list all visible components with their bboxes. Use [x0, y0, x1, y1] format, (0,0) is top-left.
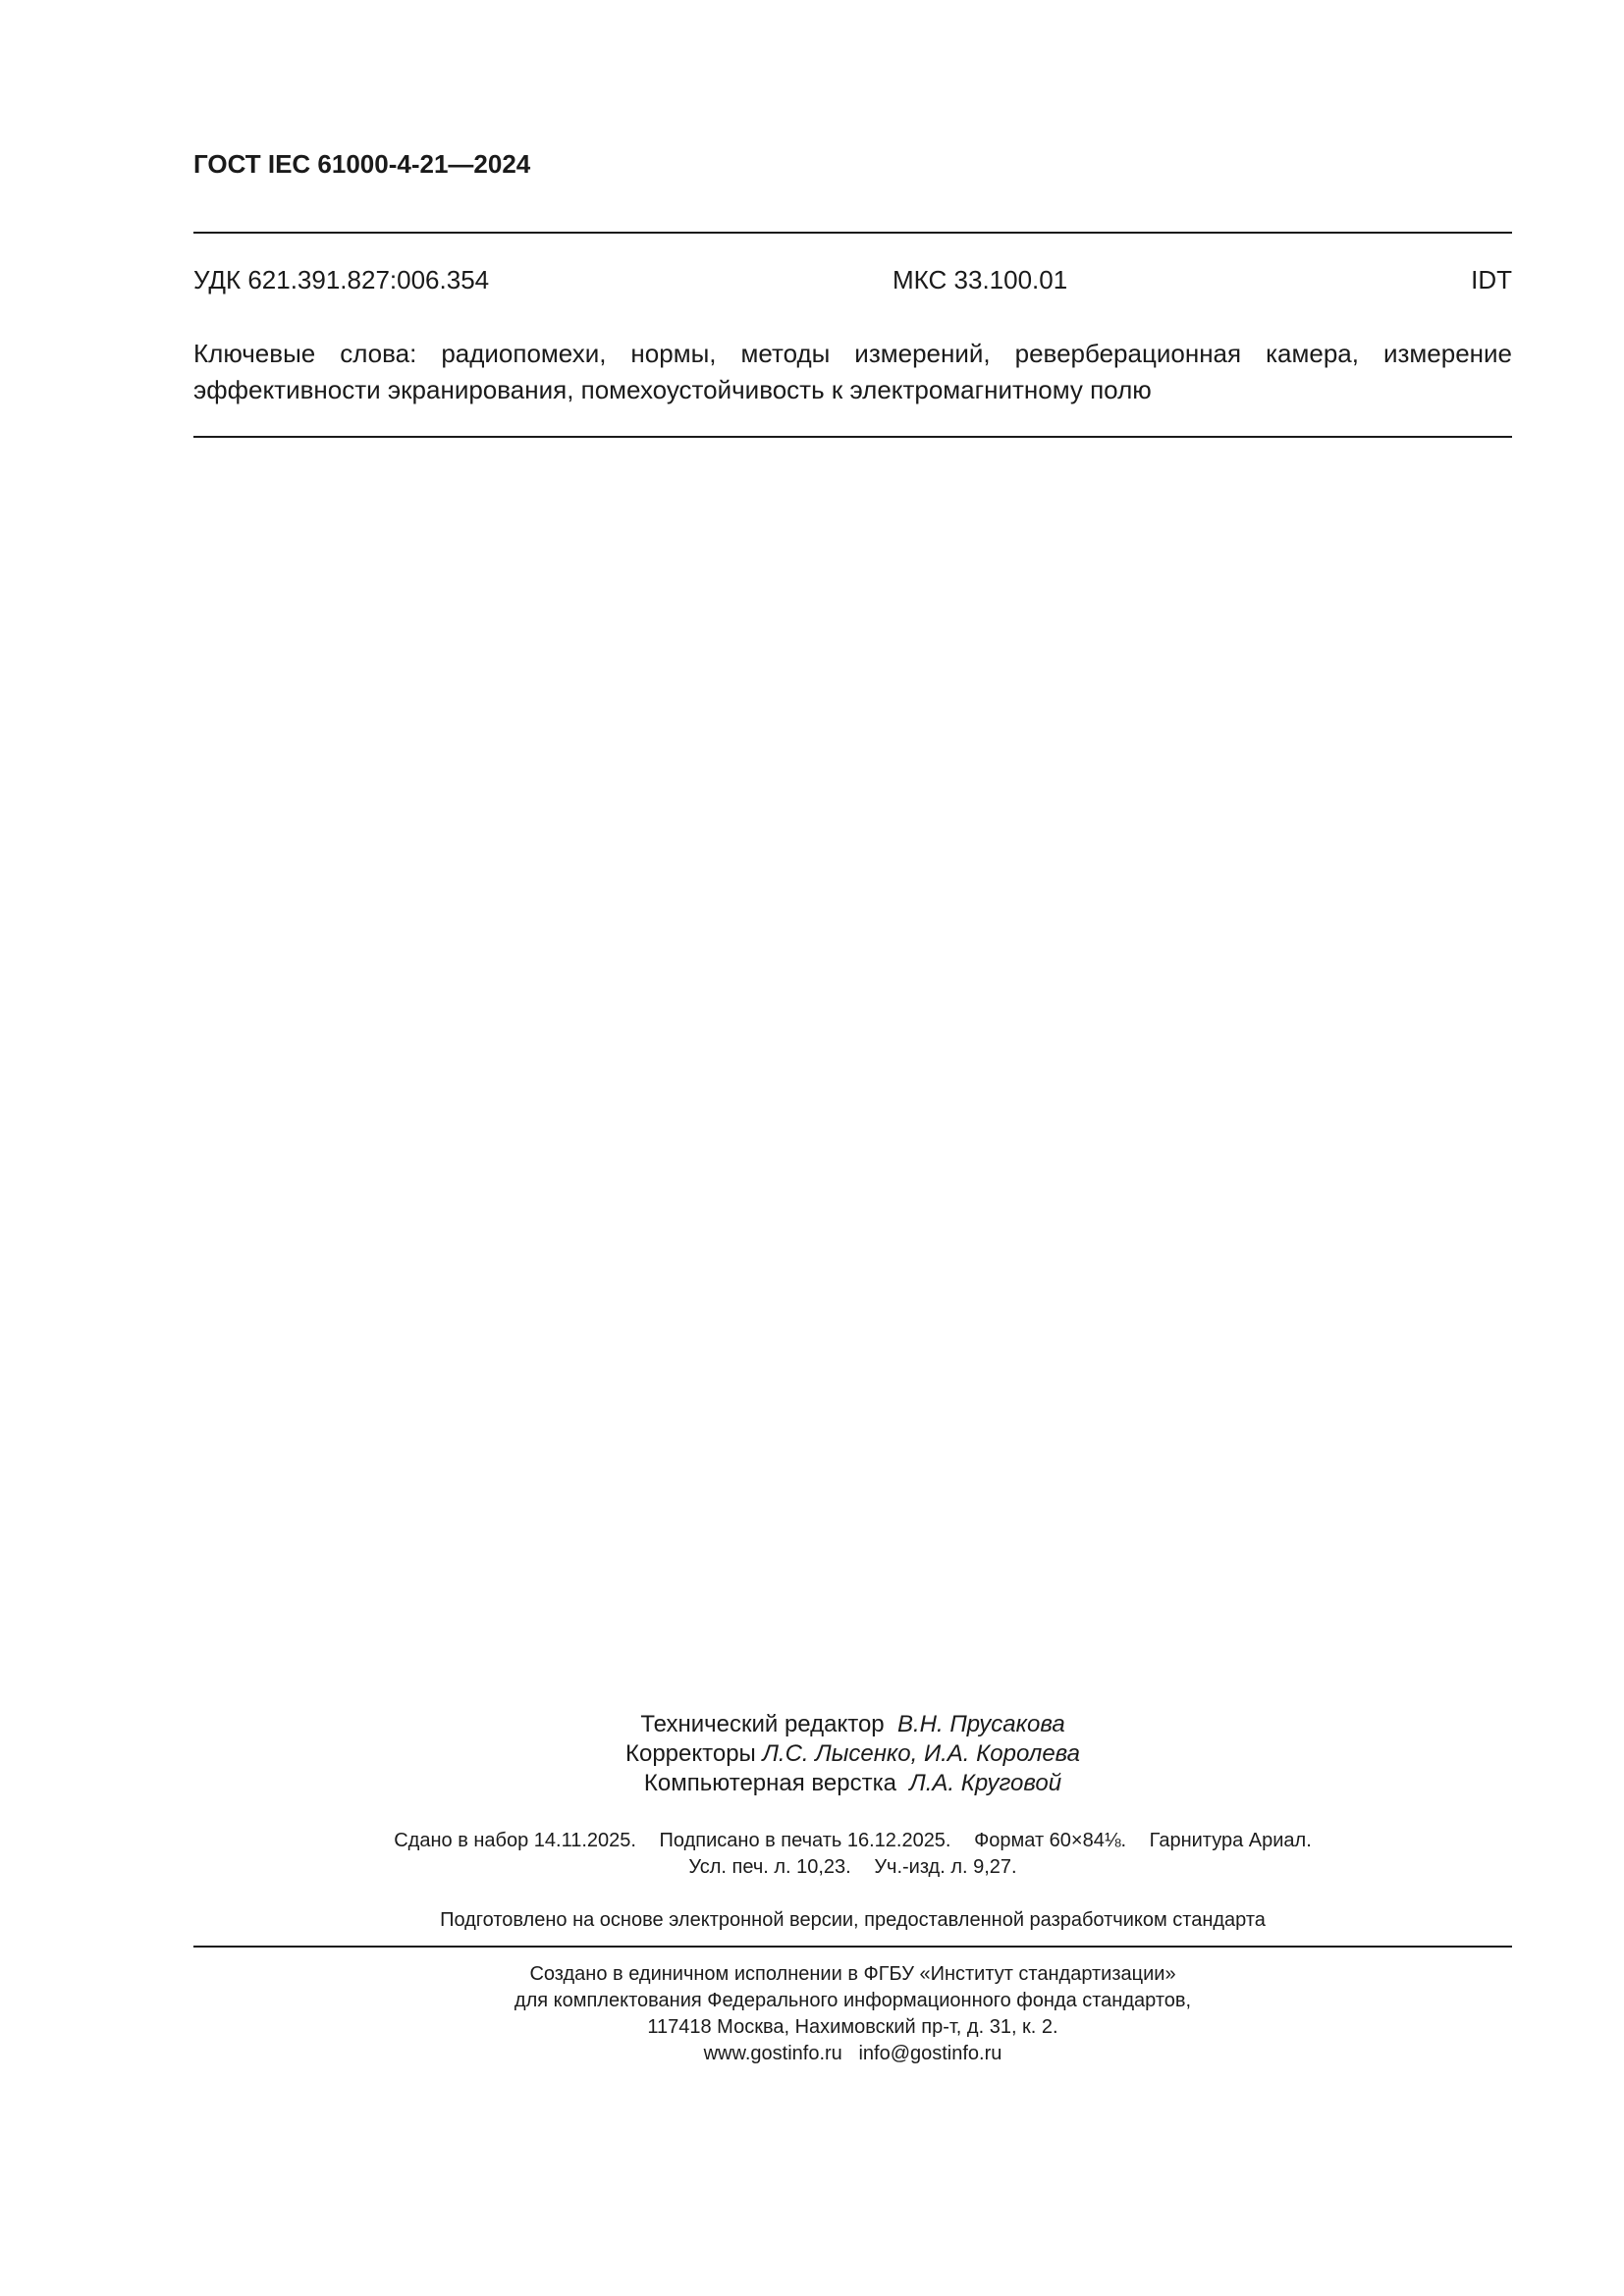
- classification-row: [193, 265, 1512, 295]
- typeface: Гарнитура Ариал.: [1149, 1830, 1312, 1851]
- signed-date: Подписано в печать 16.12.2025.: [659, 1830, 951, 1851]
- correspondence-degree: IDT: [1471, 265, 1512, 294]
- mks-code: МКС 33.100.01: [893, 265, 1068, 294]
- submitted-date: Сдано в набор 14.11.2025.: [394, 1830, 636, 1851]
- layout-name: Л.А. Круговой: [909, 1770, 1062, 1796]
- editorial-credits: [193, 1710, 1512, 1798]
- tech-editor-line: [193, 1710, 1512, 1739]
- print-info-line-2: [193, 1854, 1512, 1881]
- edition-sheets: Уч.-изд. л. 9,27.: [874, 1856, 1017, 1878]
- footer-divider: [193, 1946, 1512, 1948]
- print-information: [193, 1828, 1512, 1881]
- website-link[interactable]: www.gostinfo.ru: [703, 2043, 842, 2064]
- keywords-paragraph: Ключевые слова: радиопомехи, нормы, методы измерений, реверберационная камера, измерение эффективности экранирования, помехоустойчивость к электромагнитному полю: [193, 339, 1512, 404]
- email-link[interactable]: info@gostinfo.ru: [858, 2043, 1002, 2064]
- tech-editor-name: В.Н. Прусакова: [897, 1711, 1065, 1737]
- publisher-line-2: для комплектования Федерального информационного фонда стандартов,: [514, 1990, 1192, 2011]
- publisher-address: 117418 Москва, Нахимовский пр-т, д. 31, к. 2.: [647, 2016, 1058, 2038]
- tech-editor-label: Технический редактор: [640, 1711, 885, 1737]
- correctors-line: [193, 1739, 1512, 1769]
- publisher-line-1: Создано в единичном исполнении в ФГБУ «Институт стандартизации»: [529, 1963, 1176, 1985]
- layout-line: [193, 1769, 1512, 1798]
- print-sheets: Усл. печ. л. 10,23.: [688, 1856, 851, 1878]
- print-info-line-1: [193, 1828, 1512, 1854]
- keywords-divider: [193, 436, 1512, 438]
- udk-code: УДК 621.391.827:006.354: [193, 265, 490, 294]
- top-divider: [193, 232, 1512, 234]
- publisher-info: [193, 1961, 1512, 2067]
- publisher-contacts: [193, 2041, 1512, 2067]
- prepared-note: Подготовлено на основе электронной версии, предоставленной разработчиком стандарта: [440, 1909, 1266, 1931]
- correctors-label: Корректоры: [624, 1740, 756, 1767]
- standard-designation: ГОСТ IEC 61000-4-21—2024: [193, 149, 531, 179]
- layout-label: Компьютерная верстка: [643, 1770, 896, 1796]
- correctors-name: Л.С. Лысенко, И.А. Королева: [762, 1740, 1081, 1767]
- paper-format: Формат 60×84⅛.: [974, 1830, 1127, 1851]
